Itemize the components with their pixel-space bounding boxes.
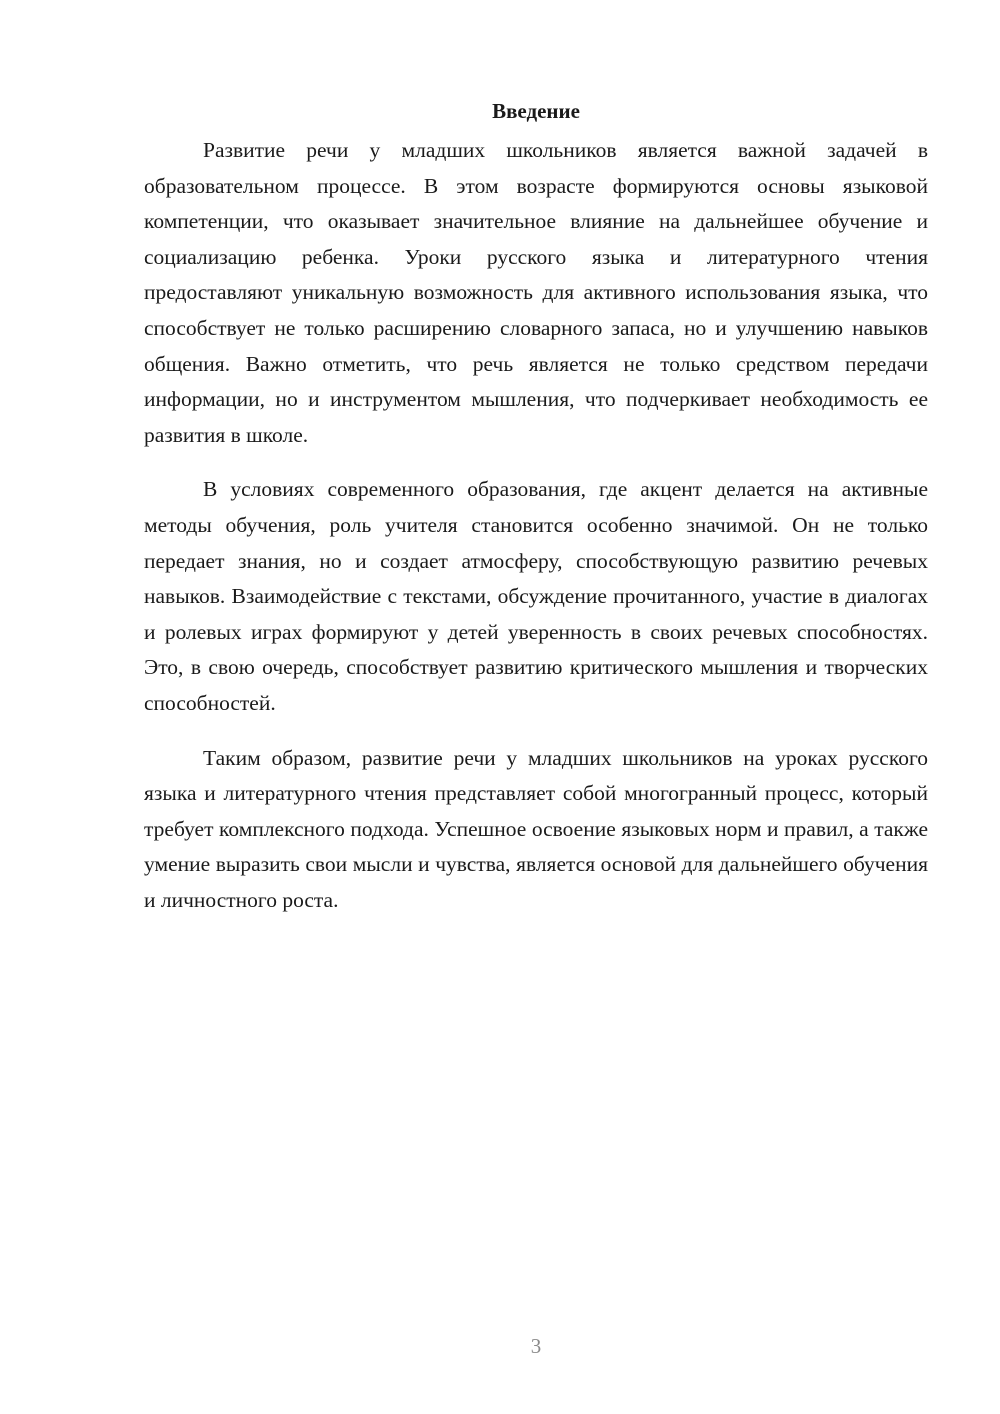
paragraph-3: Таким образом, развитие речи у младших школьников на уроках русского языка и литературного чтения представляет собой многогранный процесс, который требует комплексного подхода. Успешное освоение языковых норм и правил, а также умение выразить свои мысли и чувства, является основой для дальнейшего обучения и личностного роста.	[144, 745, 928, 912]
section-heading: Введение	[492, 99, 580, 123]
paragraph-1: Развитие речи у младших школьников является важной задачей в образовательном процессе. В этом возрасте формируются основы языковой компетенции, что оказывает значительное влияние на дальнейшее обучение и социализацию ребенка. Уроки русского языка и литературного чтения предоставляют уникальную возможность для активного использования языка, что способствует не только расширению словарного запаса, но и улучшению навыков общения. Важно отметить, что речь является не только средством передачи информации, но и инструментом мышления, что подчеркивает необходимость ее развития в школе.	[144, 138, 928, 447]
paragraph-2: В условиях современного образования, где акцент делается на активные методы обучения, роль учителя становится особенно значимой. Он не только передает знания, но и создает атмосферу, способствующую развитию речевых навыков. Взаимодействие с текстами, обсуждение прочитанного, участие в диалогах и ролевых играх формируют у детей уверенность в своих речевых способностях. Это, в свою очередь, способствует развитию критического мышления и творческих способностей.	[144, 477, 928, 715]
page-content	[144, 93, 928, 918]
page-number: 3	[530, 1334, 542, 1358]
